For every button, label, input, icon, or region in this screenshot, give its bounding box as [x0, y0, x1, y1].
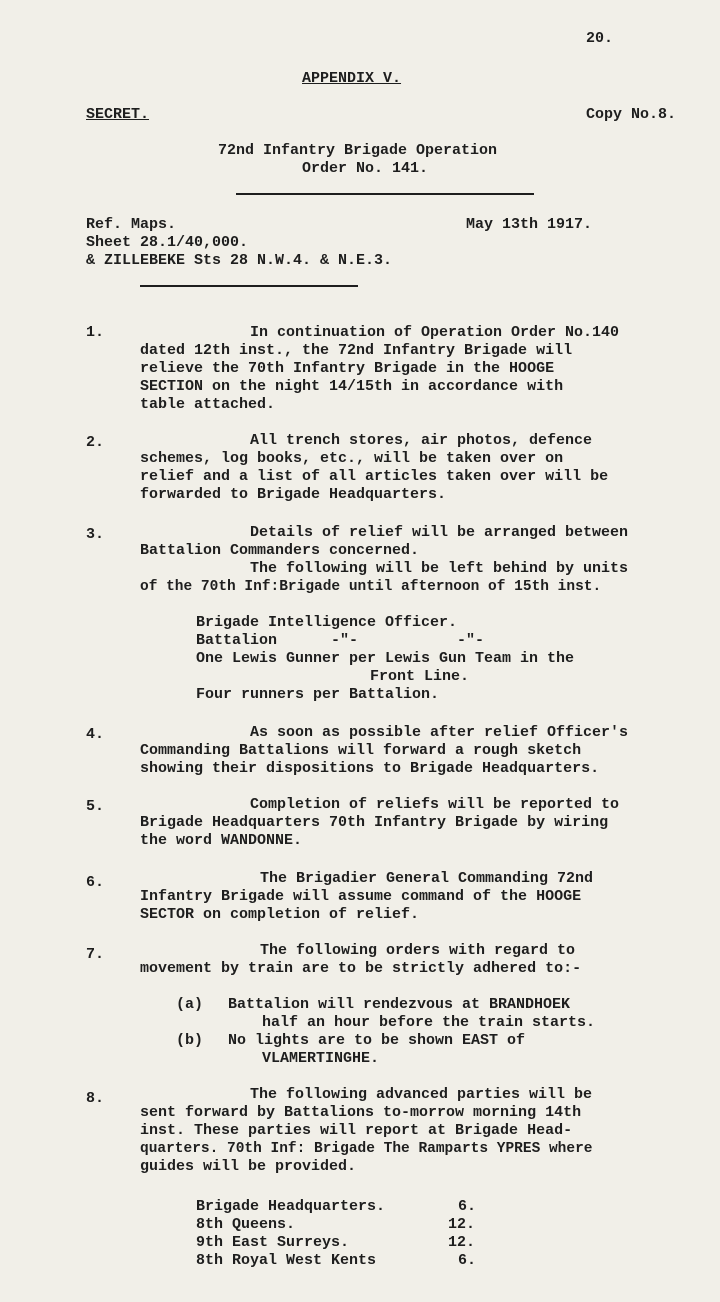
party-count: 6. [458, 1252, 477, 1269]
order-b-line: VLAMERTINGHE. [262, 1050, 380, 1067]
title-rule [236, 193, 534, 195]
party-unit: 9th East Surreys. [196, 1234, 350, 1251]
zillebeke-ref: & ZILLEBEKE Sts 28 N.W.4. & N.E.3. [86, 252, 393, 269]
left-behind-item: Battalion -"- -"- [196, 632, 485, 649]
party-unit: 8th Queens. [196, 1216, 296, 1233]
paragraph-6-line: Infantry Brigade will assume command of the HOOGE [140, 888, 582, 905]
paragraph-8-line: guides will be provided. [140, 1158, 357, 1175]
paragraph-2-number: 2. [86, 434, 105, 451]
paragraph-3-number: 3. [86, 526, 105, 543]
order-b-line: No lights are to be shown EAST of [228, 1032, 526, 1049]
paragraph-5-line: Brigade Headquarters 70th Infantry Brigade by wiring [140, 814, 609, 831]
order-title-line2: Order No. 141. [302, 160, 429, 177]
paragraph-1-line: In continuation of Operation Order No.140 [250, 324, 620, 341]
page-number: 20. [586, 30, 614, 47]
paragraph-4-line: showing their dispositions to Brigade Headquarters. [140, 760, 600, 777]
paragraph-1-line: SECTION on the night 14/15th in accordance with [140, 378, 564, 395]
secret-label: SECRET. [86, 106, 150, 123]
paragraph-8-number: 8. [86, 1090, 105, 1107]
left-behind-item: Brigade Intelligence Officer. [196, 614, 458, 631]
paragraph-3-line: The following will be left behind by units [250, 560, 629, 577]
party-count: 12. [448, 1234, 476, 1251]
left-behind-item: Four runners per Battalion. [196, 686, 440, 703]
paragraph-3-line: Details of relief will be arranged between [250, 524, 629, 541]
paragraph-8-line: sent forward by Battalions to-morrow morning 14th [140, 1104, 582, 1121]
paragraph-8-line: The following advanced parties will be [250, 1086, 593, 1103]
paragraph-8-line: inst. These parties will report at Brigade Head- [140, 1122, 573, 1139]
order-a-label: (a) [176, 996, 204, 1013]
paragraph-4-line: Commanding Battalions will forward a rough sketch [140, 742, 582, 759]
paragraph-6-line: The Brigadier General Commanding 72nd [260, 870, 594, 887]
paragraph-7-line: movement by train are to be strictly adhered to:- [140, 960, 582, 977]
paragraph-5-line: Completion of reliefs will be reported to [250, 796, 620, 813]
paragraph-4-line: As soon as possible after relief Officer's [250, 724, 629, 741]
paragraph-2-line: schemes, log books, etc., will be taken over on [140, 450, 564, 467]
sheet-ref: Sheet 28.1/40,000. [86, 234, 249, 251]
paragraph-6-number: 6. [86, 874, 105, 891]
paragraph-3-line: Battalion Commanders concerned. [140, 542, 420, 559]
paragraph-2-line: All trench stores, air photos, defence [250, 432, 593, 449]
paragraph-1-number: 1. [86, 324, 105, 341]
copy-number: Copy No.8. [586, 106, 677, 123]
paragraph-4-number: 4. [86, 726, 105, 743]
left-behind-item: One Lewis Gunner per Lewis Gun Team in the [196, 650, 575, 667]
paragraph-2-line: forwarded to Brigade Headquarters. [140, 486, 447, 503]
paragraph-6-line: SECTOR on completion of relief. [140, 906, 420, 923]
ref-rule [140, 285, 358, 287]
order-title-line1: 72nd Infantry Brigade Operation [218, 142, 498, 159]
appendix-heading: APPENDIX V. [302, 70, 402, 87]
paragraph-7-line: The following orders with regard to [260, 942, 576, 959]
left-behind-item: Front Line. [370, 668, 470, 685]
party-unit: Brigade Headquarters. [196, 1198, 386, 1215]
paragraph-7-number: 7. [86, 946, 105, 963]
order-a-line: Battalion will rendezvous at BRANDHOEK [228, 996, 571, 1013]
order-b-label: (b) [176, 1032, 204, 1049]
party-unit: 8th Royal West Kents [196, 1252, 377, 1269]
paragraph-5-line: the word WANDONNE. [140, 832, 303, 849]
party-count: 12. [448, 1216, 476, 1233]
paragraph-1-line: relieve the 70th Infantry Brigade in the HOOGE [140, 360, 555, 377]
ref-maps: Ref. Maps. [86, 216, 177, 233]
paragraph-8-line: quarters. 70th Inf: Brigade The Ramparts YPRES where [140, 1141, 593, 1157]
paragraph-1-line: table attached. [140, 396, 276, 413]
paragraph-1-line: dated 12th inst., the 72nd Infantry Brigade will [140, 342, 573, 359]
order-a-line: half an hour before the train starts. [262, 1014, 596, 1031]
order-date: May 13th 1917. [466, 216, 593, 233]
party-count: 6. [458, 1198, 477, 1215]
paragraph-5-number: 5. [86, 798, 105, 815]
paragraph-2-line: relief and a list of all articles taken over will be [140, 468, 609, 485]
paragraph-3-line: of the 70th Inf:Brigade until afternoon of 15th inst. [140, 579, 602, 595]
